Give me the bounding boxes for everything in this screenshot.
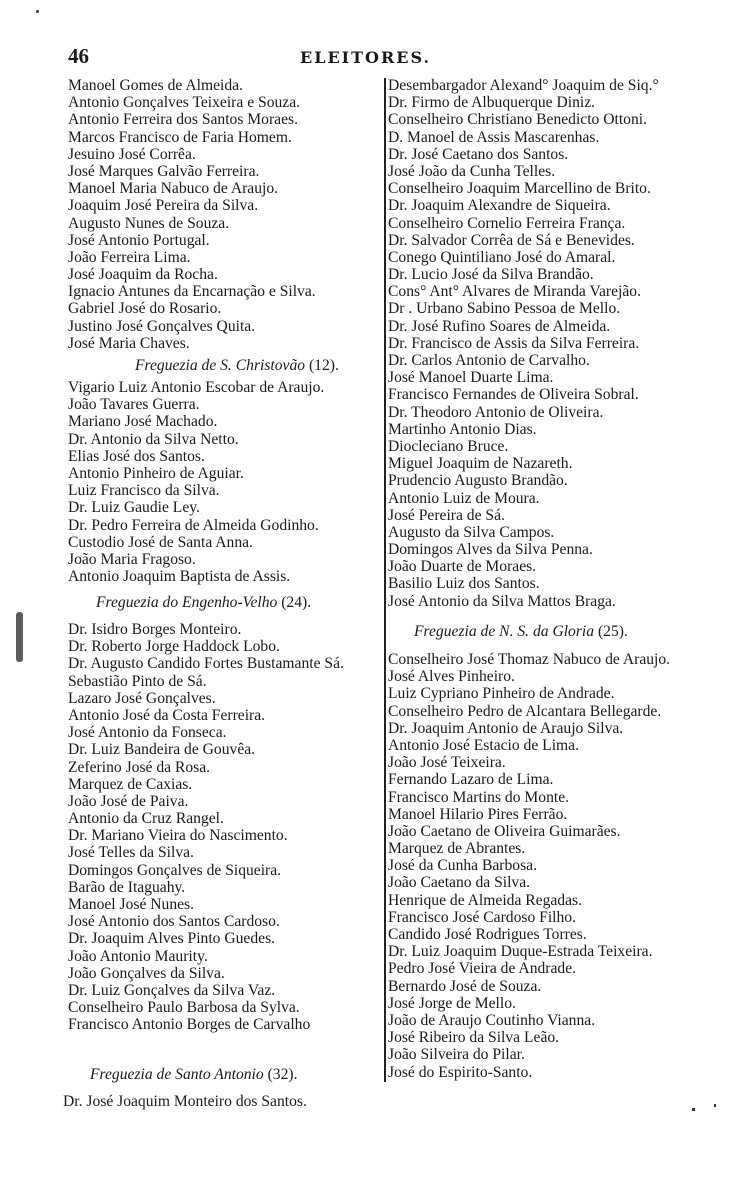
list-item: Manoel Hilario Pires Ferrão.: [388, 805, 568, 823]
list-item: Francisco Fernandes de Oliveira Sobral.: [388, 386, 639, 404]
list-item: Barão de Itaguahy.: [68, 878, 186, 896]
list-item: Joaquim José Pereira da Silva.: [68, 197, 259, 215]
list-item: Dr . Urbano Sabino Pessoa de Mello.: [388, 300, 621, 318]
list-item: João Ferreira Lima.: [68, 248, 191, 266]
list-item: Elias José dos Santos.: [68, 447, 205, 465]
section-heading: [414, 623, 628, 641]
list-item: José Alves Pinheiro.: [388, 668, 515, 686]
list-item: José do Espirito-Santo.: [388, 1063, 533, 1081]
list-item: José Manoel Duarte Lima.: [388, 369, 554, 387]
list-item: Mariano José Machado.: [68, 413, 218, 431]
section-count: (25).: [597, 623, 628, 640]
list-item: Francisco Martins do Monte.: [388, 788, 570, 806]
scan-speck: [714, 1104, 716, 1107]
page-number: 46: [68, 44, 89, 68]
list-item: Manoel José Nunes.: [68, 896, 195, 913]
list-item: Domingos Alves da Silva Penna.: [388, 541, 593, 559]
list-item: José Jorge de Mello.: [388, 994, 516, 1012]
running-head: ELEITORES.: [300, 48, 432, 67]
list-item: José Antonio dos Santos Cardoso.: [68, 913, 280, 931]
list-item: João José de Paiva.: [68, 792, 189, 810]
list-item: José da Cunha Barbosa.: [388, 857, 537, 875]
list-item: Dr. Theodoro Antonio de Oliveira.: [388, 403, 604, 421]
section-count: (12).: [308, 357, 339, 374]
list-item: Dr. Salvador Corrêa de Sá e Benevides.: [388, 231, 635, 249]
list-item: Custodio José de Santa Anna.: [68, 533, 253, 551]
list-item: João Maria Fragoso.: [68, 550, 196, 568]
list-item: Francisco José Cardoso Filho.: [388, 908, 576, 926]
list-item: Dr. Luiz Gaudie Ley.: [68, 499, 200, 517]
list-item: Conego Quintiliano José do Amaral.: [388, 248, 616, 266]
section-title: Freguezia do Engenho-Velho: [96, 594, 278, 611]
list-item: Dr. Antonio da Silva Netto.: [68, 430, 239, 448]
list-item: Dr. José Joaquim Monteiro dos Santos.: [63, 1093, 307, 1110]
list-item: Antonio Gonçalves Teixeira e Souza.: [68, 94, 301, 112]
list-item: Miguel Joaquim de Nazareth.: [388, 455, 573, 473]
list-item: José Antonio da Silva Mattos Braga.: [388, 592, 616, 610]
list-item: João Tavares Guerra.: [68, 396, 200, 414]
list-item: Conselheiro Joaquim Marcellino de Brito.: [388, 180, 651, 198]
list-item: Candido José Rodrigues Torres.: [388, 926, 587, 943]
list-item: Conselheiro Paulo Barbosa da Sylva.: [68, 999, 300, 1017]
section-heading: [90, 1066, 297, 1084]
list-item: Desembargador Alexand° Joaquim de Siq.°: [388, 77, 659, 94]
list-item: Augusto Nunes de Souza.: [68, 214, 230, 232]
section-title: Freguezia de S. Christovão: [135, 357, 306, 374]
list-item: Dr. Lucio José da Silva Brandão.: [388, 266, 594, 284]
list-item: Dr. Pedro Ferreira de Almeida Godinho.: [68, 516, 319, 534]
list-item: Ignacio Antunes da Encarnação e Silva.: [68, 283, 316, 301]
name-list: [388, 651, 670, 1081]
list-item: Marquez de Caxias.: [68, 775, 193, 793]
list-item: Dr. Isidro Borges Monteiro.: [68, 621, 242, 638]
list-item: Antonio Luiz de Moura.: [388, 489, 540, 507]
list-item: Antonio José da Costa Ferreira.: [68, 706, 266, 724]
list-item: Gabriel José do Rosario.: [68, 300, 222, 318]
list-item: Conselheiro Cornelio Ferreira França.: [388, 214, 626, 232]
list-item: Manoel Maria Nabuco de Araujo.: [68, 180, 279, 198]
list-item: Zeferino José da Rosa.: [68, 758, 211, 776]
name-list: [68, 379, 324, 585]
list-item: Jesuino José Corrêa.: [68, 145, 196, 163]
list-item: Dr. Augusto Candido Fortes Bustamante Sá.: [68, 655, 344, 673]
list-item: Dr. Luiz Joaquim Duque-Estrada Teixeira.: [388, 943, 653, 961]
list-item: João Gonçalves da Silva.: [68, 964, 225, 982]
list-item: Conselheiro Pedro de Alcantara Bellegarde.: [388, 702, 662, 720]
list-item: Sebastião Pinto de Sá.: [68, 672, 207, 690]
list-item: Marquez de Abrantes.: [388, 840, 526, 858]
list-item: Cons° Ant° Alvares de Miranda Varejão.: [388, 283, 641, 301]
list-item: Martinho Antonio Dias.: [388, 420, 537, 438]
column-divider: [384, 78, 386, 1082]
list-item: Bernardo José de Souza.: [388, 977, 542, 995]
list-item: Manoel Gomes de Almeida.: [68, 77, 243, 94]
list-item: Pedro José Vieira de Andrade.: [388, 960, 577, 978]
list-item: Basilio Luiz dos Santos.: [388, 575, 540, 593]
list-item: José Marques Galvão Ferreira.: [68, 162, 260, 180]
list-item: Antonio Ferreira dos Santos Moraes.: [68, 111, 298, 129]
scan-speck: [692, 1108, 695, 1111]
section-heading: [96, 594, 311, 612]
list-item: José Antonio da Fonseca.: [68, 724, 227, 742]
list-item: Dr. Joaquim Alves Pinto Guedes.: [68, 930, 276, 948]
section-count: (24).: [281, 594, 312, 611]
list-item: Dr. Luiz Gonçalves da Silva Vaz.: [68, 981, 276, 999]
list-item: Dr. Francisco de Assis da Silva Ferreira.: [388, 334, 640, 352]
list-item: Luiz Francisco da Silva.: [68, 482, 220, 500]
scan-speck: [36, 10, 39, 13]
list-item: João Caetano da Silva.: [388, 874, 531, 892]
section-heading: [135, 357, 339, 375]
list-item: D. Manoel de Assis Mascarenhas.: [388, 128, 600, 146]
list-item: Dr. Luiz Bandeira de Gouvêa.: [68, 741, 256, 759]
list-item: Henrique de Almeida Regadas.: [388, 891, 582, 909]
list-item: José Ribeiro da Silva Leão.: [388, 1029, 560, 1047]
list-item: José Maria Chaves.: [68, 334, 190, 352]
name-list: [68, 77, 316, 352]
list-item: Luiz Cypriano Pinheiro de Andrade.: [388, 685, 615, 703]
section-title: Freguezia de N. S. da Gloria: [414, 623, 595, 640]
list-item: Francisco Antonio Borges de Carvalho: [68, 1016, 311, 1034]
list-item: Dr. Mariano Vieira do Nascimento.: [68, 827, 288, 845]
list-item: Lazaro José Gonçalves.: [68, 689, 216, 707]
list-item: Dr. Roberto Jorge Haddock Lobo.: [68, 638, 280, 656]
list-item: Augusto da Silva Campos.: [388, 523, 555, 541]
section-count: (32).: [267, 1066, 298, 1083]
list-item: Dr. Joaquim Antonio de Araujo Silva.: [388, 719, 624, 737]
list-item: Antonio Joaquim Baptista de Assis.: [68, 568, 291, 586]
list-item: Antonio José Estacio de Lima.: [388, 736, 579, 754]
list-item: Dr. José Rufino Soares de Almeida.: [388, 317, 611, 335]
list-item: João José Teixeira.: [388, 754, 506, 772]
list-item: José Joaquim da Rocha.: [68, 266, 218, 284]
list-item: Dr. Joaquim Alexandre de Siqueira.: [388, 197, 611, 215]
list-item: Antonio Pinheiro de Aguiar.: [68, 464, 244, 482]
list-item: João de Araujo Coutinho Vianna.: [388, 1011, 596, 1029]
list-item: Domingos Gonçalves de Siqueira.: [68, 861, 282, 879]
list-item: José João da Cunha Telles.: [388, 162, 556, 180]
list-item: João Antonio Maurity.: [68, 947, 208, 965]
list-item: Dr. Firmo de Albuquerque Diniz.: [388, 94, 596, 112]
name-list: [63, 1093, 307, 1110]
name-list: [388, 77, 659, 610]
list-item: Diocleciano Bruce.: [388, 437, 509, 455]
name-list: [68, 621, 344, 1034]
list-item: Conselheiro Christiano Benedicto Ottoni.: [388, 111, 647, 129]
margin-smudge: [16, 612, 23, 662]
section-title: Freguezia de Santo Antonio: [90, 1066, 264, 1083]
list-item: Dr. José Caetano dos Santos.: [388, 145, 569, 163]
list-item: José Telles da Silva.: [68, 844, 194, 862]
list-item: João Caetano de Oliveira Guimarães.: [388, 822, 621, 840]
list-item: Marcos Francisco de Faria Homem.: [68, 128, 292, 146]
list-item: João Silveira do Pilar.: [388, 1046, 525, 1064]
list-item: José Pereira de Sá.: [388, 506, 505, 524]
list-item: Fernando Lazaro de Lima.: [388, 771, 554, 789]
list-item: Conselheiro José Thomaz Nabuco de Araujo.: [388, 651, 671, 668]
list-item: Vigario Luiz Antonio Escobar de Araujo.: [68, 379, 325, 396]
list-item: Prudencio Augusto Brandão.: [388, 472, 568, 490]
list-item: João Duarte de Moraes.: [388, 558, 537, 576]
list-item: José Antonio Portugal.: [68, 231, 210, 249]
list-item: Justino José Gonçalves Quita.: [68, 317, 256, 335]
list-item: Antonio da Cruz Rangel.: [68, 810, 224, 828]
list-item: Dr. Carlos Antonio de Carvalho.: [388, 352, 590, 369]
